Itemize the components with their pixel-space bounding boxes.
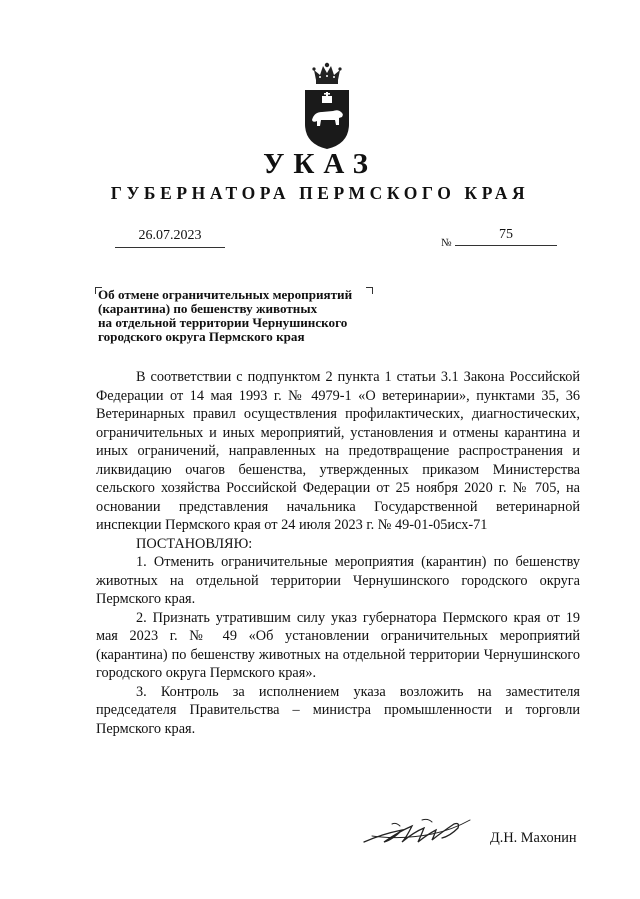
decree-item: 2. Признать утратившим силу указ губернатора Пермского края от 19 мая 2023 г. № 49 «Об установлении ограничительных мероприятий (карантина) по бешенству животных на отдельной территории Чернушинского городского округа Пермского края». [96, 609, 580, 681]
signer-name: Д.Н. Махонин [490, 830, 577, 846]
document-number-label: № [441, 237, 452, 249]
document-subject: Об отмене ограничительных мероприятий (карантина) по бешенству животных на отдельной территории Чернушинского городского округа Пермского края [98, 287, 353, 344]
handwritten-signature [362, 812, 474, 852]
decree-item: 3. Контроль за исполнением указа возложить на заместителя председателя Правительства – министра промышленности и торговли Пермского края. [96, 683, 580, 737]
document-number: 75 [455, 225, 557, 246]
document-issuer: ГУБЕРНАТОРА ПЕРМСКОГО КРАЯ [110, 183, 530, 203]
document-body [96, 368, 580, 738]
document-date: 26.07.2023 [115, 225, 225, 248]
decree-item: 1. Отменить ограничительные мероприятия (карантин) по бешенству животных на отдельной территории Чернушинского городского округа Пермского края. [96, 554, 580, 607]
perm-krai-coat-of-arms-icon [302, 62, 352, 150]
decree-word: ПОСТАНОВЛЯЮ: [136, 535, 253, 552]
document-title: УКАЗ [263, 148, 377, 180]
preamble-paragraph: В соответствии с подпунктом 2 пункта 1 статьи 3.1 Закона Российской Федерации от 14 мая 1993 г. № 4979-1 «О ветеринарии», пунктами 35, 36 Ветеринарных правил осуществления профилактических, диагностических, ограничительных и иных мероприятий, установления и отмены карантина и иных ограничений, направленных на предотвращение распространения и ликвидацию очагов бешенства, утвержденных приказом Министерства сельского хозяйства Российской Федерации от 25 ноября 2020 г. № 705, на основании представления начальника Государственной ветеринарной инспекции Пермского края от 24 июля 2023 г. № 49-01-05исх-71 [96, 369, 580, 533]
